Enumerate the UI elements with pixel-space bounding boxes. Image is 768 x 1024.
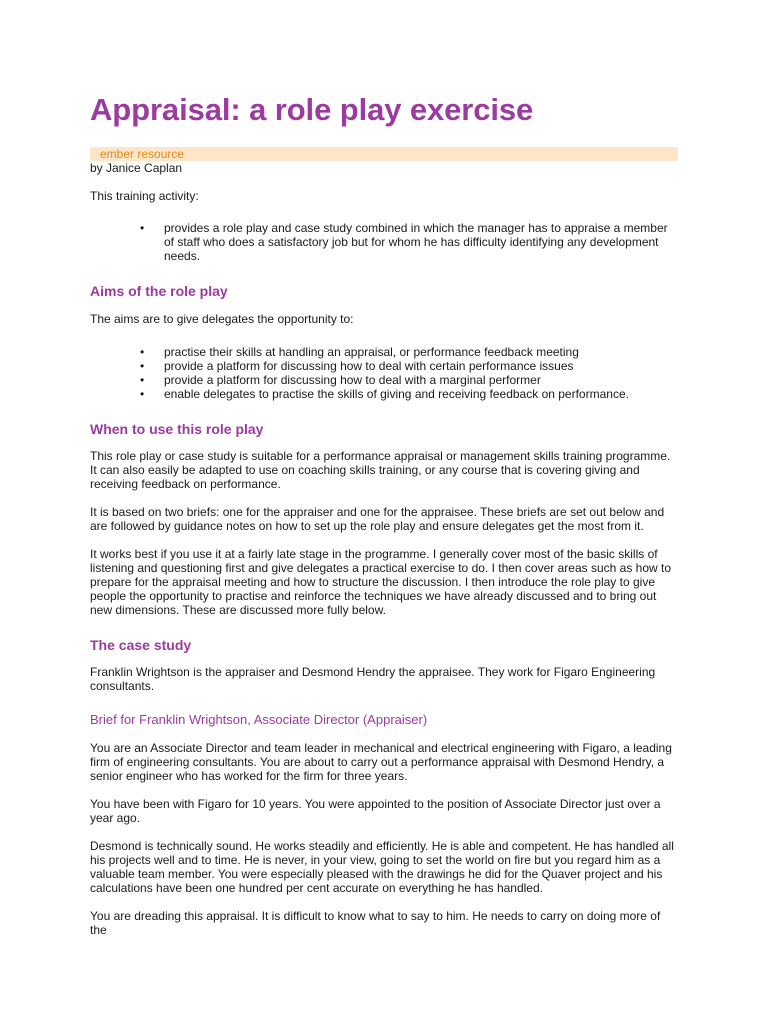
brief-paragraph: You are dreading this appraisal. It is difficult to know what to say to him. He needs to carry on doing more of the <box>90 909 661 937</box>
case-study-heading: The case study <box>90 637 192 653</box>
when-paragraph: It works best if you use it at a fairly late stage in the programme. I generally cover most of the basic skills of listening and questioning first and give delegates a practical exercise to do. I then cover areas such as how to prepare for the appraisal meeting and how to structure the discussion. I then introduce the role play to give people the opportunity to practise and reinforce the techniques we have already discussed and to bring out new dimensions. These are discussed more fully below. <box>90 547 672 617</box>
list-item: • provides a role play and case study combined in which the manager has to appraise a member of staff who does a satisfactory job but for whom he has difficulty identifying any development needs. <box>90 221 680 263</box>
member-resource-banner: ember resource <box>90 147 678 161</box>
when-paragraph: This role play or case study is suitable for a performance appraisal or management skills training programme. It can also easily be adapted to use on coaching skills training, or any course that is covering giving and receiving feedback on performance. <box>90 449 671 491</box>
intro-bullet-list <box>90 221 680 263</box>
when-paragraph: It is based on two briefs: one for the appraiser and one for the appraisee. These briefs are set out below and are followed by guidance notes on how to set up the role play and ensure delegates get the most from it. <box>90 505 665 533</box>
brief-paragraph: You are an Associate Director and team leader in mechanical and electrical engineering with Figaro, a leading firm of engineering consultants. You are about to carry out a performance appraisal with Desmond Hendry, a senior engineer who has worked for the firm for three years. <box>90 741 672 783</box>
author-byline: by Janice Caplan <box>90 161 183 175</box>
aims-lead: The aims are to give delegates the opportunity to: <box>90 312 354 326</box>
aims-bullet-list <box>90 345 680 401</box>
aims-heading: Aims of the role play <box>90 283 228 299</box>
document-body <box>90 161 680 937</box>
list-item: • enable delegates to practise the skills of giving and receiving feedback on performance. <box>90 387 680 401</box>
brief-heading: Brief for Franklin Wrightson, Associate Director (Appraiser) <box>90 712 428 727</box>
document-title: Appraisal: a role play exercise <box>90 92 534 127</box>
when-heading: When to use this role play <box>90 421 264 437</box>
brief-paragraph: Desmond is technically sound. He works steadily and efficiently. He is able and competent. He has handled all his projects well and to time. He is never, in your view, going to set the world on fire but you regard him as a valuable team member. You were especially pleased with the drawings he did for the Quaver project and his calculations have been one hundred per cent accurate on everything he has handled. <box>90 839 674 895</box>
list-item: • provide a platform for discussing how to deal with certain performance issues <box>90 359 680 373</box>
intro-text: This training activity: <box>90 189 199 203</box>
case-study-paragraph: Franklin Wrightson is the appraiser and Desmond Hendry the appraisee. They work for Figaro Engineering consultants. <box>90 665 656 693</box>
list-item: • provide a platform for discussing how to deal with a marginal performer <box>90 373 680 387</box>
brief-paragraph: You have been with Figaro for 10 years. You were appointed to the position of Associate Director just over a year ago. <box>90 797 661 825</box>
list-item: • practise their skills at handling an appraisal, or performance feedback meeting <box>90 345 680 359</box>
